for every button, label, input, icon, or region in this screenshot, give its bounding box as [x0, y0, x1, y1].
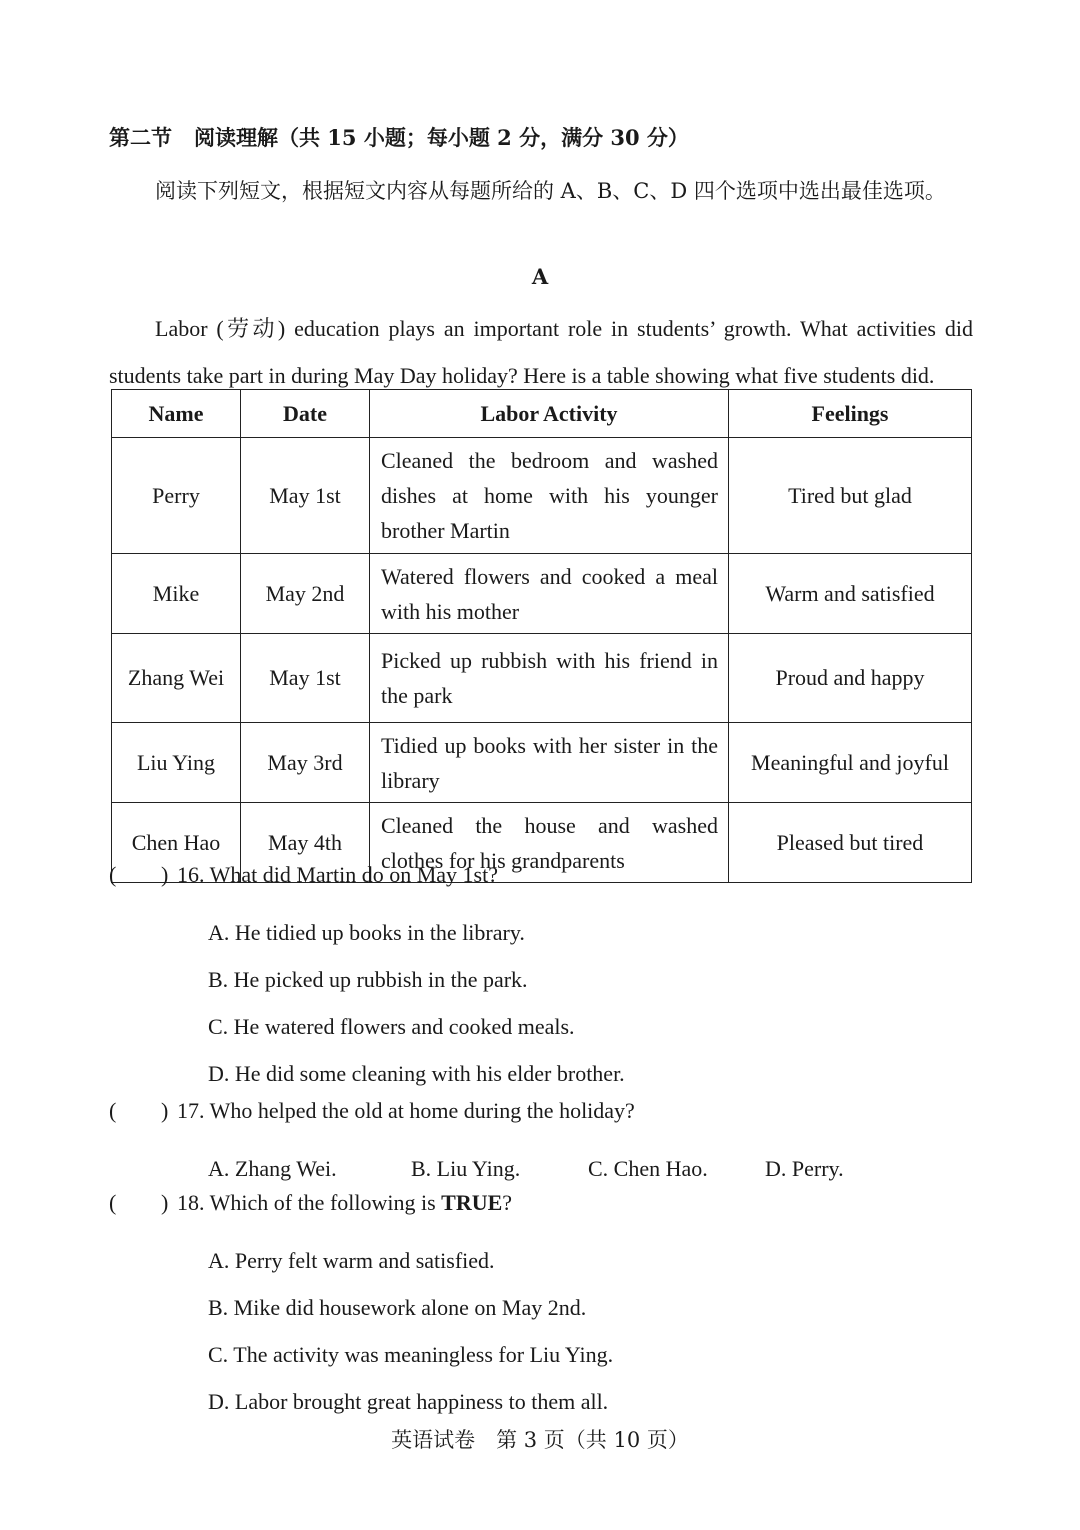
section-heading: [109, 122, 689, 152]
option-c: C. Chen Hao.: [588, 1156, 708, 1181]
option-b: B. Mike did housework alone on May 2nd.: [208, 1295, 587, 1320]
question-text: 17. Who helped the old at home during the holiday?: [177, 1098, 635, 1123]
inline-options: [109, 1145, 989, 1192]
passage-label: A: [531, 264, 549, 289]
cell-activity: Tidied up books with her sister in the library: [370, 723, 729, 803]
table-header-row: [112, 390, 972, 438]
table-row: [112, 554, 972, 634]
table-row: [112, 723, 972, 803]
question-text: 16. What did Martin do on May 1st?: [177, 862, 498, 887]
cell-name: Liu Ying: [112, 723, 241, 803]
question-text-start: 18. Which of the following is: [177, 1190, 442, 1215]
table-row: [112, 634, 972, 723]
option-a: A. He tidied up books in the library.: [208, 920, 525, 945]
column-header-date: Date: [241, 390, 370, 438]
column-header-feelings: Feelings: [729, 390, 972, 438]
column-header-name: Name: [112, 390, 241, 438]
table-row: [112, 438, 972, 554]
cell-feelings: Meaningful and joyful: [729, 723, 972, 803]
cell-date: May 2nd: [241, 554, 370, 634]
question-18: [109, 1190, 989, 1425]
answer-blank-close[interactable]: ): [161, 862, 169, 887]
reading-instructions: 阅读下列短文，根据短文内容从每题所给的 A、B、C、D 四个选项中选出最佳选项。: [155, 179, 946, 203]
option-b: B. He picked up rubbish in the park.: [208, 967, 528, 992]
option-a: A. Zhang Wei.: [208, 1156, 337, 1181]
cell-name: Zhang Wei: [112, 634, 241, 723]
option-d: D. Perry.: [765, 1156, 844, 1181]
column-header-activity: Labor Activity: [370, 390, 729, 438]
question-17: [109, 1098, 989, 1192]
cell-activity: Picked up rubbish with his friend in the park: [370, 634, 729, 723]
answer-blank-open[interactable]: (: [109, 1098, 117, 1123]
passage-intro: Labor (劳动) education plays an important role in students’ growth. What activities did students take part in during May Day holiday? Here is a table showing what five students did.: [109, 316, 973, 388]
cell-activity: Cleaned the bedroom and washed dishes at home with his younger brother Martin: [370, 438, 729, 554]
cell-date: May 1st: [241, 634, 370, 723]
answer-blank-close[interactable]: ): [161, 1190, 169, 1215]
page-footer: 英语试卷 第 3 页（共 10 页）: [391, 1428, 689, 1452]
labor-activity-table: [111, 389, 972, 883]
answer-blank-open[interactable]: (: [109, 1190, 117, 1215]
cell-date: May 1st: [241, 438, 370, 554]
cell-activity: Cleaned the house and washed clothes for his grandparents: [370, 803, 729, 883]
cell-feelings: Warm and satisfied: [729, 554, 972, 634]
section-title: 阅读理解（共 15 小题；每小题 2 分，满分 30 分）: [194, 125, 689, 150]
question-text-end: ?: [502, 1190, 513, 1215]
question-stem: [109, 1190, 989, 1220]
option-d: D. Labor brought great happiness to them all.: [208, 1389, 609, 1414]
cell-name: Mike: [112, 554, 241, 634]
question-text: [177, 1190, 512, 1216]
cell-feelings: Pleased but tired: [729, 803, 972, 883]
question-stem: [109, 1098, 989, 1128]
cell-feelings: Proud and happy: [729, 634, 972, 723]
option-c: C. He watered flowers and cooked meals.: [208, 1014, 575, 1039]
answer-blank-open[interactable]: (: [109, 862, 117, 887]
option-c: C. The activity was meaningless for Liu Ying.: [208, 1342, 614, 1367]
section-number: 第二节: [109, 125, 172, 150]
option-b: B. Liu Ying.: [411, 1156, 521, 1181]
cell-date: May 4th: [241, 803, 370, 883]
option-a: A. Perry felt warm and satisfied.: [208, 1248, 495, 1273]
option-d: D. He did some cleaning with his elder brother.: [208, 1061, 625, 1086]
cell-date: May 3rd: [241, 723, 370, 803]
cell-feelings: Tired but glad: [729, 438, 972, 554]
emphasis-true: TRUE: [441, 1190, 503, 1215]
cell-activity: Watered flowers and cooked a meal with his mother: [370, 554, 729, 634]
question-16: [109, 862, 989, 1097]
cell-name: Perry: [112, 438, 241, 554]
cell-name: Chen Hao: [112, 803, 241, 883]
answer-blank-close[interactable]: ): [161, 1098, 169, 1123]
question-stem: [109, 862, 989, 892]
